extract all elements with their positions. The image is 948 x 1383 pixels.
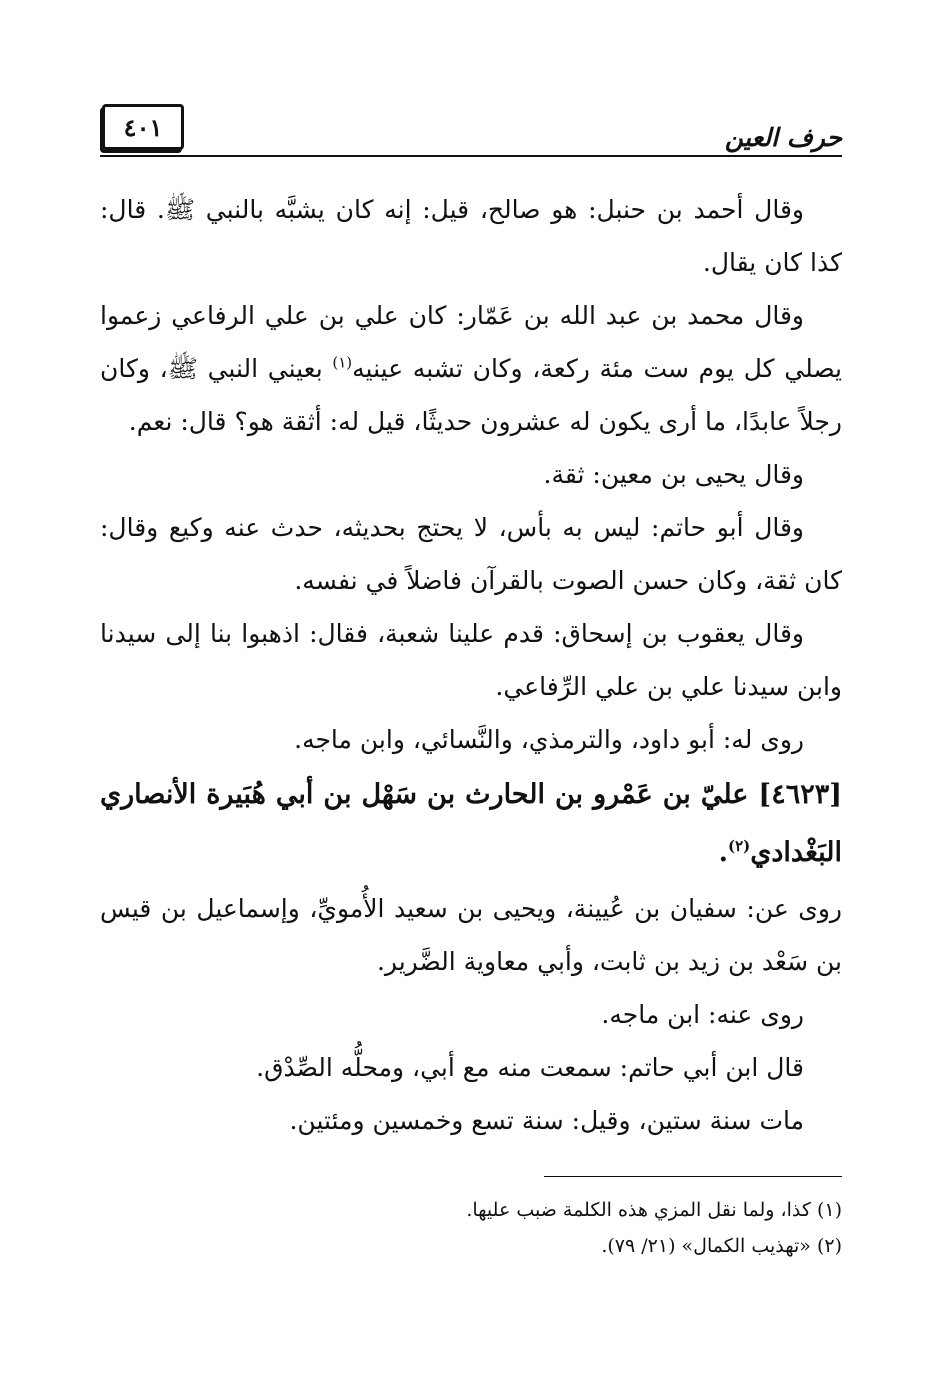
entry-heading-end: . (718, 837, 728, 868)
header-rule (100, 155, 842, 157)
main-text (100, 183, 842, 1147)
paragraph-ibn-abi-hatim: قال ابن أبي حاتم: سمعت منه مع أبي، ومحلُّه الصِّدْق. (256, 1053, 804, 1082)
paragraph-ahmad: وقال أحمد بن حنبل: هو صالح، قيل: إنه كان يشبَّه بالنبي ﷺ. قال: كذا كان يقال. (100, 195, 842, 277)
footnote-marker-2: (٢) (727, 837, 751, 855)
running-title: حرف العين (724, 123, 842, 152)
paragraph-rawa-anhu: روى عنه: ابن ماجه. (601, 1000, 804, 1029)
paragraph-ammar-part2: بعيني النبي ﷺ، وكان رجلاً عابدًا، ما أرى يكون له عشرون حديثًا، قيل له: أثقة هو؟ قال: نعم. (100, 354, 842, 436)
page-header (100, 100, 842, 162)
paragraph-rawa-lahu: روى له: أبو داود، والترمذي، والنَّسائي، وابن ماجه. (294, 725, 804, 754)
footnote-rule (544, 1176, 842, 1177)
footnote-marker-1: (١) (332, 353, 353, 372)
paragraph-rawa-an: روى عن: سفيان بن عُيينة، ويحيى بن سعيد الأُمويِّ، وإسماعيل بن قيس بن سَعْد بن زيد بن ثابت، وأبي معاوية الضَّرير. (100, 894, 842, 976)
paragraph-yaqub: وقال يعقوب بن إسحاق: قدم علينا شعبة، فقال: اذهبوا بنا إلى سيدنا وابن سيدنا علي بن علي الرِّفاعي. (100, 619, 842, 701)
entry-heading (100, 766, 842, 882)
footnotes (100, 1192, 842, 1264)
entry-heading-text: [٤٦٢٣] عليّ بن عَمْرو بن الحارث بن سَهْل بن أبي هُبَيرة الأنصاري البَغْدادي (100, 779, 842, 868)
page-number: ٤٠١ (102, 104, 184, 150)
footnote-2: (٢) «تهذيب الكمال» (٢١/ ٧٩). (601, 1235, 842, 1257)
footnote-1: (١) كذا، ولما نقل المزي هذه الكلمة ضبب عليها. (466, 1199, 842, 1221)
paragraph-abu-hatim: وقال أبو حاتم: ليس به بأس، لا يحتج بحديثه، حدث عنه وكيع وقال: كان ثقة، وكان حسن الصوت بالقرآن فاضلاً في نفسه. (100, 513, 842, 595)
paragraph-ibn-main: وقال يحيى بن معين: ثقة. (543, 460, 804, 489)
paragraph-ammar (100, 289, 842, 448)
paragraph-ammar-part1: وقال محمد بن عبد الله بن عَمّار: كان علي بن علي الرفاعي زعموا يصلي كل يوم ست مئة ركعة، وكان تشبه عينيه (100, 301, 842, 383)
paragraph-death: مات سنة ستين، وقيل: سنة تسع وخمسين ومئتين. (289, 1106, 804, 1135)
